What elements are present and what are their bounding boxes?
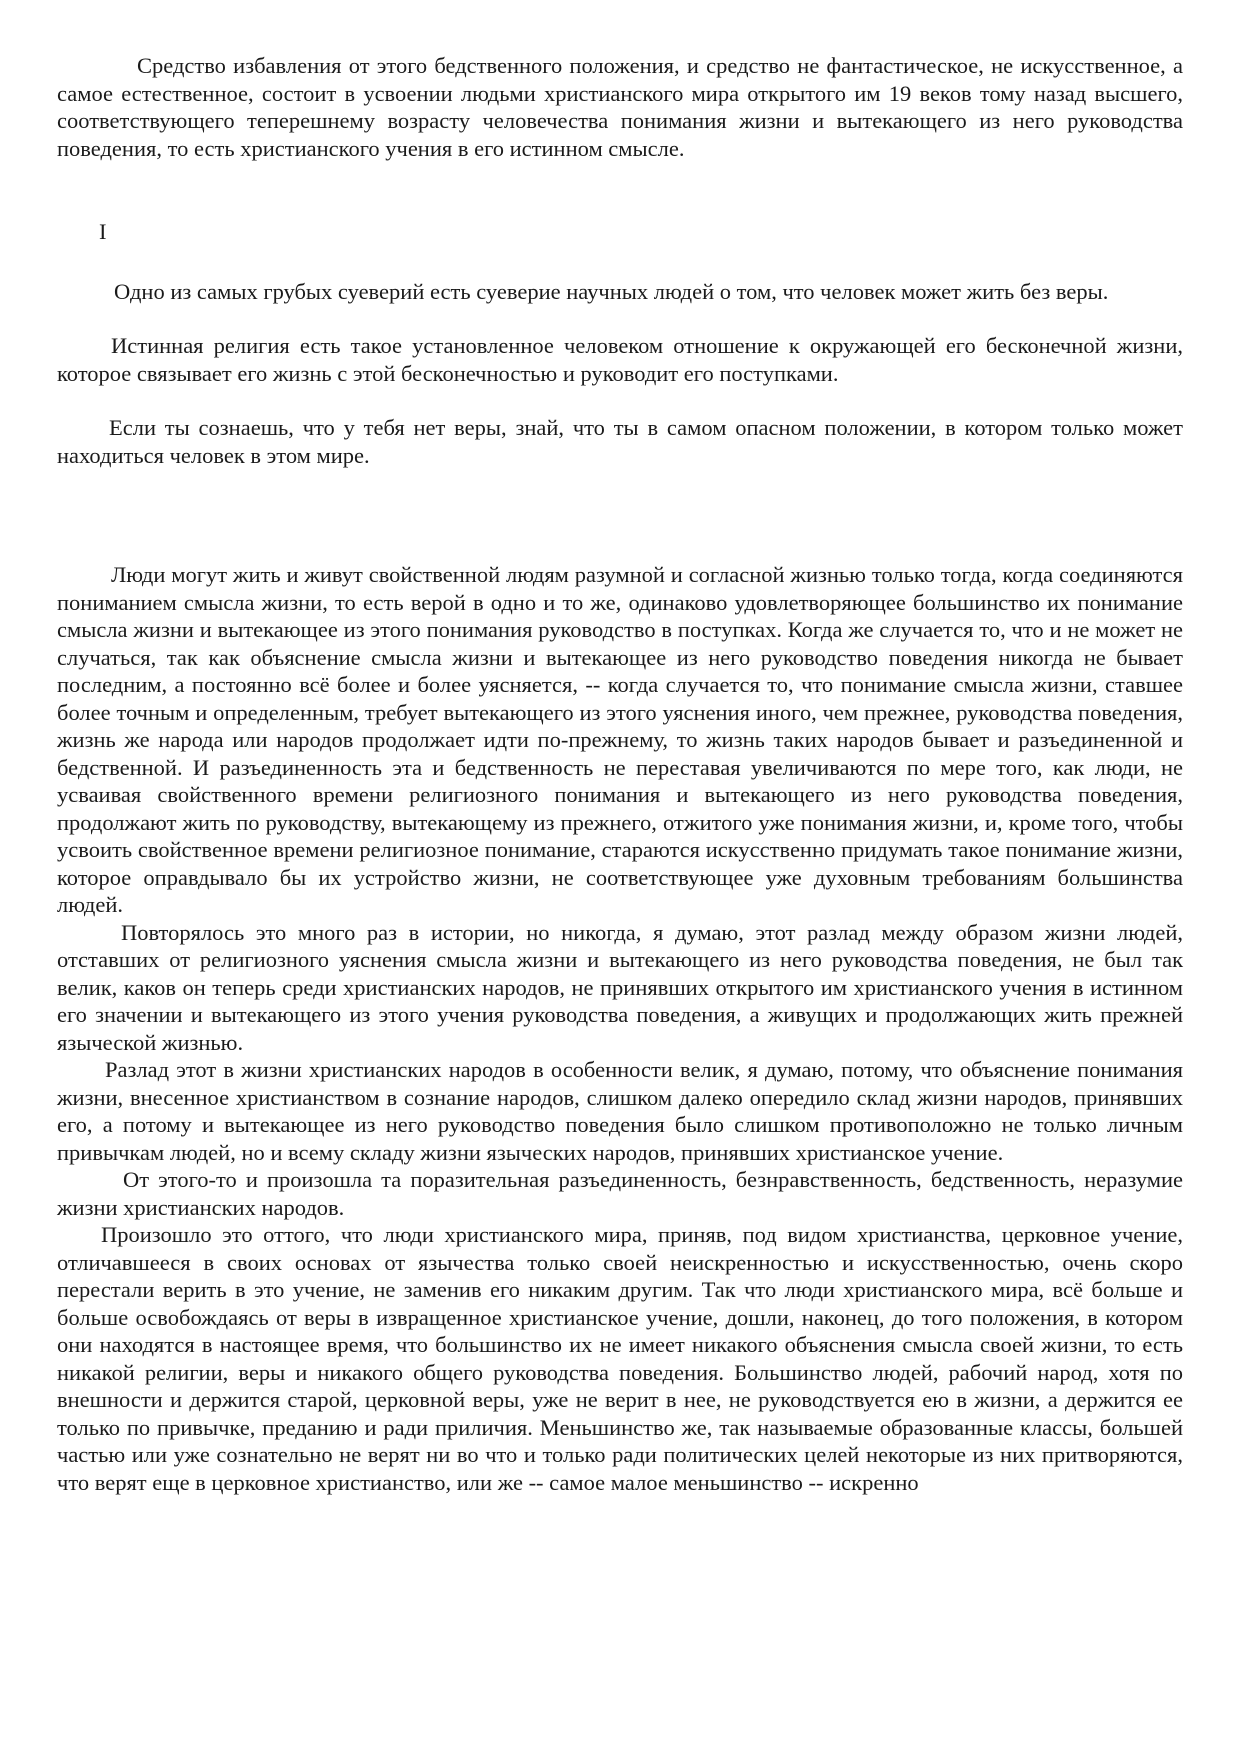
- spacer: [57, 469, 1183, 561]
- spacer: [57, 305, 1183, 332]
- spacer: [57, 246, 1183, 278]
- body-paragraph: Люди могут жить и живут свойственной людям разумной и согласной жизнью только тогда, когда соединяются пониманием смысла жизни, то есть верой в одно и то же, одинаково удовлетворяющее большинство их понимание смысла жизни и вытекающее из этого понимания руководство в поступках. Когда же случается то, что и не может не случаться, так как объяснение смысла жизни и вытекающее из него руководство поведения никогда не бывает последним, а постоянно всё более и более уясняется, -- когда случается то, что понимание смысла жизни, ставшее более точным и определенным, требует вытекающего из этого уяснения иного, чем прежнее, руководства поведения, жизнь же народа или народов продолжает идти по-прежнему, то жизнь таких народов бывает и разъединенной и бедственной. И разъединенность эта и бедственность не переставая увеличиваются по мере того, как люди, не усваивая свойственного времени религиозного понимания и вытекающего из него руководства поведения, продолжают жить по руководству, вытекающему из прежнего, отжитого уже понимания жизни, и, кроме того, чтобы усвоить свойственное времени религиозное понимание, стараются искусственно придумать такое понимание жизни, которое оправдывало бы их устройство жизни, не соответствующее уже духовным требованиям большинства людей.: [57, 562, 1183, 917]
- section-heading: I: [99, 219, 107, 244]
- body-paragraph: От этого-то и произошла та поразительная разъединенность, безнравственность, бедственность, неразумие жизни христианских народов.: [57, 1167, 1183, 1220]
- saying-paragraph: Истинная религия есть такое установленное человеком отношение к окружающей его бесконечной жизни, которое связывает его жизнь с этой бесконечностью и руководит его поступками.: [57, 333, 1183, 386]
- saying-paragraph: Одно из самых грубых суеверий есть суеверие научных людей о том, что человек может жить без веры.: [114, 278, 1109, 304]
- spacer: [57, 387, 1183, 414]
- saying-paragraph: Если ты сознаешь, что у тебя нет веры, знай, что ты в самом опасном положении, в котором только может находиться человек в этом мире.: [57, 415, 1183, 468]
- body-paragraph: Разлад этот в жизни христианских народов в особенности велик, я думаю, потому, что объяснение понимания жизни, внесенное христианством в сознание народов, слишком далеко опередило склад жизни народов, принявших его, а потому и вытекающее из него руководство поведения было слишком противоположно не только личным привычкам людей, но и всему складу жизни языческих народов, принявших христианское учение.: [57, 1057, 1183, 1165]
- body-paragraph: Повторялось это много раз в истории, но никогда, я думаю, этот разлад между образом жизни людей, отставших от религиозного уяснения смысла жизни и вытекающего из него руководства поведения, не был так велик, каков он теперь среди христианских народов, не принявших открытого им христианского учения в истинном его значении и вытекающего из этого учения руководства поведения, а живущих и продолжающих жить прежней языческой жизнью.: [57, 919, 1183, 1055]
- intro-paragraph: Средство избавления от этого бедственного положения, и средство не фантастическое, не искусственное, а самое естественное, состоит в усвоении людьми христианского мира открытого им 19 веков тому назад высшего, соответствующего теперешнему возрасту человечества понимания жизни и вытекающего из него руководства поведения, то есть христианского учения в его истинном смысле.: [57, 53, 1183, 161]
- spacer: [57, 162, 1183, 218]
- document-page: [57, 52, 1183, 1496]
- body-paragraph: Произошло это оттого, что люди христианского мира, приняв, под видом христианства, церковное учение, отличавшееся в своих основах от язычества только своей неискренностью и искусственностью, очень скоро перестали верить в это учение, не заменив его никаким другим. Так что люди христианского мира, всё больше и больше освобождаясь от веры в извращенное христианское учение, дошли, наконец, до того положения, в котором они находятся в настоящее время, что большинство их не имеет никакого объяснения смысла своей жизни, то есть никакой религии, веры и никакого общего руководства поведения. Большинство людей, рабочий народ, хотя по внешности и держится старой, церковной веры, уже не верит в нее, не руководствуется ею в жизни, а держится ее только по привычке, преданию и ради приличия. Меньшинство же, так называемые образованные классы, большей частью или уже сознательно не верят ни во что и только ради политических целей некоторые из них притворяются, что верят еще в церковное христианство, или же -- самое малое меньшинство -- искренно: [57, 1222, 1183, 1495]
